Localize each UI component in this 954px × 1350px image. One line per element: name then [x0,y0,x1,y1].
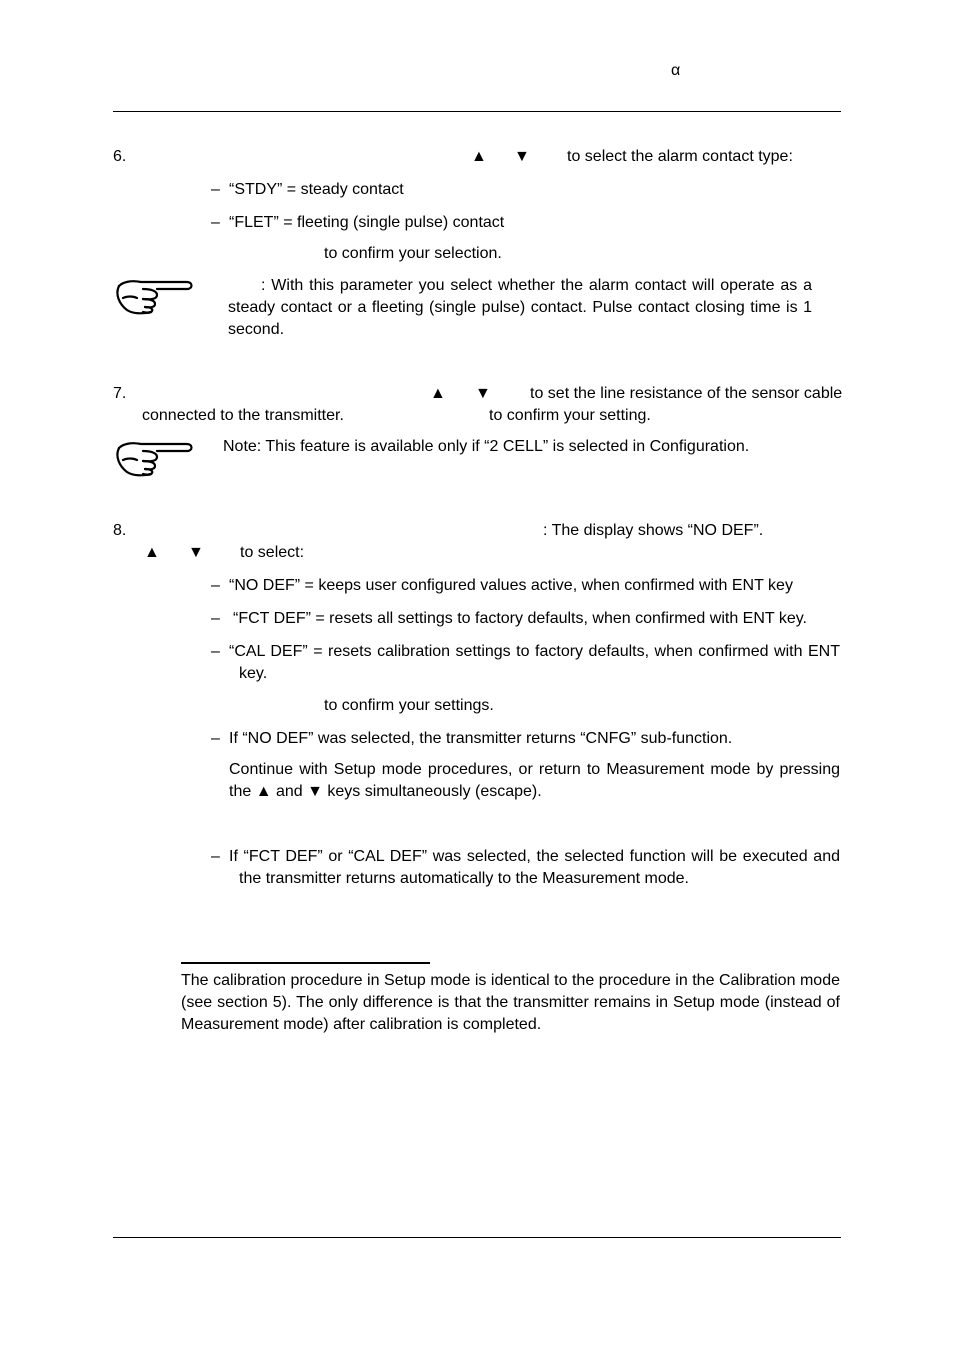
step8-option3-dash: – [211,643,220,660]
pointing-hand-icon [113,276,195,316]
step8-display: : The display shows “NO DEF”. [543,522,764,539]
step6-down-arrow: ▼ [514,148,530,165]
step7-down-arrow: ▼ [475,385,491,402]
step8-select: to select: [240,544,305,561]
step8-down-arrow: ▼ [188,544,204,561]
step6-instruction: to select the alarm contact type: [567,148,793,165]
step8-up-arrow: ▲ [144,544,160,561]
step6-number: 6. [113,148,127,165]
step8-continue: Continue with Setup mode procedures, or return to Measurement mode by pressing the ▲ and ▼ keys simultaneously (escape). [229,761,840,800]
step8-option3: “CAL DEF” = resets calibration settings to factory defaults, when confirmed with ENT key. [229,643,840,682]
step8-result1: If “NO DEF” was selected, the transmitter returns “CNFG” sub-function. [229,730,733,747]
step6-note: : With this parameter you select whether the alarm contact will operate as a steady contact or a fleeting (single pulse) contact. Pulse contact closing time is 1 second. [228,277,812,338]
step6-confirm: to confirm your selection. [324,245,502,262]
step6-option1-dash: – [211,181,220,198]
calibration-paragraph: The calibration procedure in Setup mode is identical to the procedure in the Calibration mode (see section 5). The only difference is that the transmitter remains in Setup mode (instead of Measurement mode) after calibration is completed. [181,972,840,1033]
header-alpha-symbol: α [671,62,681,79]
header-rule [113,111,841,112]
step6-option2-dash: – [211,214,220,231]
step8-result2: If “FCT DEF” or “CAL DEF” was selected, the selected function will be executed and the transmitter returns automatically to the Measurement mode. [229,848,840,887]
section-rule [181,962,430,964]
step7-line2-b: to confirm your setting. [489,407,651,424]
step7-line2-a: connected to the transmitter. [142,407,344,424]
step6-up-arrow: ▲ [471,148,487,165]
footer-rule [113,1237,841,1238]
step8-confirm: to confirm your settings. [324,697,494,714]
step8-number: 8. [113,522,127,539]
pointing-hand-icon [113,438,195,478]
step8-result2-dash: – [211,848,220,865]
step8-option1-dash: – [211,577,220,594]
step8-option2-dash: – [211,610,220,627]
step7-note: Note: This feature is available only if “2 CELL” is selected in Configuration. [223,438,750,455]
step8-result1-dash: – [211,730,220,747]
step8-option1: “NO DEF” = keeps user configured values active, when confirmed with ENT key [229,577,793,594]
step6-option1: “STDY” = steady contact [229,181,404,198]
step7-number: 7. [113,385,127,402]
step6-option2: “FLET” = fleeting (single pulse) contact [229,214,505,231]
step7-up-arrow: ▲ [430,385,446,402]
step7-instruction: to set the line resistance of the sensor cable [530,385,843,402]
step8-option2: “FCT DEF” = resets all settings to factory defaults, when confirmed with ENT key. [233,610,807,627]
